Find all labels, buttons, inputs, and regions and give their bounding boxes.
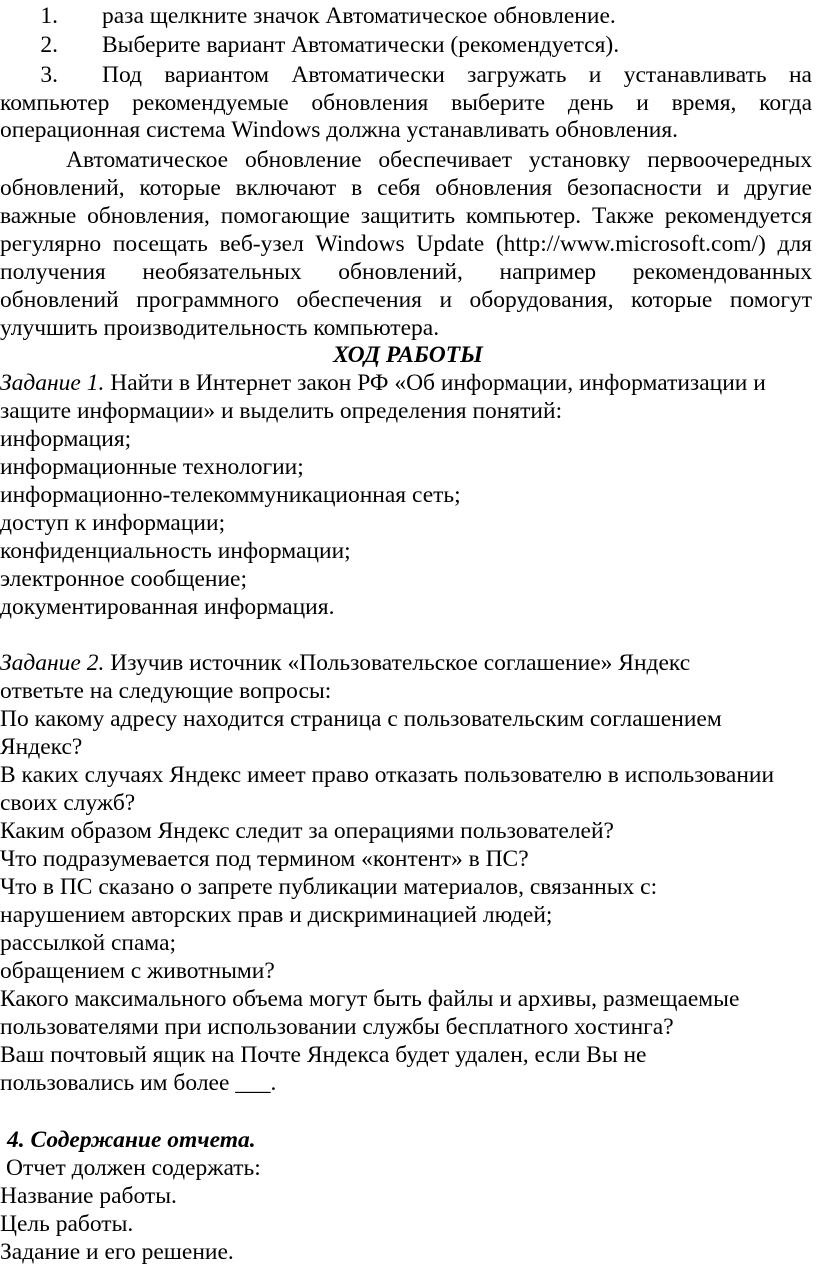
step-text: раза щелкните значок Автоматическое обновление. [102, 3, 616, 29]
question-line: пользователями при использовании службы бесплатного хостинга? [0, 1014, 674, 1040]
task1-text: Найти в Интернет закон РФ «Об информации, информатизации и [104, 370, 766, 396]
report-item: Цель работы. [0, 1211, 134, 1237]
report-intro: Отчет должен содержать: [6, 1155, 261, 1181]
question-line: Яндекс? [0, 734, 83, 760]
question-line: рассылкой спама; [0, 930, 177, 956]
report-heading: 4. Содержание отчета. [7, 1127, 256, 1153]
paragraph-line: Автоматическое обновление обеспечивает установку первоочередных [66, 147, 812, 173]
step-2 [0, 31, 812, 59]
report-item: Название работы. [0, 1183, 177, 1209]
paragraph-line: важные обновления, помогающие защитить компьютер. Также рекомендуется [0, 203, 812, 229]
step-1 [0, 2, 812, 30]
step-number: 3. [40, 62, 58, 88]
report-item: Задание и его решение. [0, 1239, 234, 1265]
question-line: В каких случаях Яндекс имеет право отказать пользователю в использовании [0, 762, 775, 788]
step-text-line: операционная система Windows должна устанавливать обновления. [0, 117, 679, 143]
task1-label: Задание 1. [0, 370, 105, 396]
paragraph-line: обновлений, которые включают в себя обновления безопасности и другие [0, 175, 812, 201]
step-text-line: компьютер рекомендуемые обновления выберите день и время, когда [0, 90, 812, 116]
list-item: электронное сообщение; [0, 566, 248, 592]
list-item: информация; [0, 426, 132, 452]
list-item: информационно-телекоммуникационная сеть; [0, 482, 461, 508]
task1-line: защите информации» и выделить определения понятий: [0, 398, 563, 424]
paragraph-line: получения необязательных обновлений, например рекомендованных [0, 259, 812, 285]
paragraph-line: обновлений программного обеспечения и оборудования, которые помогут [0, 287, 812, 313]
section-heading: ХОД РАБОТЫ [333, 342, 483, 368]
step-3 [0, 61, 812, 89]
question-line: По какому адресу находится страница с пользовательским соглашением [0, 706, 722, 732]
list-item: документированная информация. [0, 594, 335, 620]
step-text: Под вариантом Автоматически загружать и устанавливать на [102, 62, 812, 88]
task2-text: Изучив источник «Пользовательское соглашение» Яндекс [104, 650, 691, 676]
question-line: Ваш почтовый ящик на Почте Яндекса будет удален, если Вы не [0, 1042, 647, 1068]
step-number: 2. [40, 32, 58, 58]
question-line: Какого максимального объема могут быть файлы и архивы, размещаемые [0, 986, 740, 1012]
question-line: Что подразумевается под термином «контент» в ПС? [0, 846, 529, 872]
list-item: конфиденциальность информации; [0, 538, 351, 564]
task1-line [0, 369, 812, 397]
step-number: 1. [40, 3, 58, 29]
question-line: обращением с животными? [0, 958, 275, 984]
paragraph-line: регулярно посещать веб-узел Windows Update (http://www.microsoft.com/) для [0, 231, 812, 257]
step-text: Выберите вариант Автоматически (рекомендуется). [102, 32, 620, 58]
list-item: доступ к информации; [0, 510, 226, 536]
list-item: информационные технологии; [0, 454, 304, 480]
task2-label: Задание 2. [0, 650, 105, 676]
question-line: своих служб? [0, 790, 136, 816]
question-line: нарушением авторских прав и дискриминацией людей; [0, 902, 553, 928]
task2-line: ответьте на следующие вопросы: [0, 678, 332, 704]
question-line: Что в ПС сказано о запрете публикации материалов, связанных с: [0, 874, 658, 900]
question-line: пользовались им более ___. [0, 1070, 277, 1096]
paragraph-line: улучшить производительность компьютера. [0, 315, 440, 341]
question-line: Каким образом Яндекс следит за операциями пользователей? [0, 818, 614, 844]
task2-line [0, 649, 812, 677]
